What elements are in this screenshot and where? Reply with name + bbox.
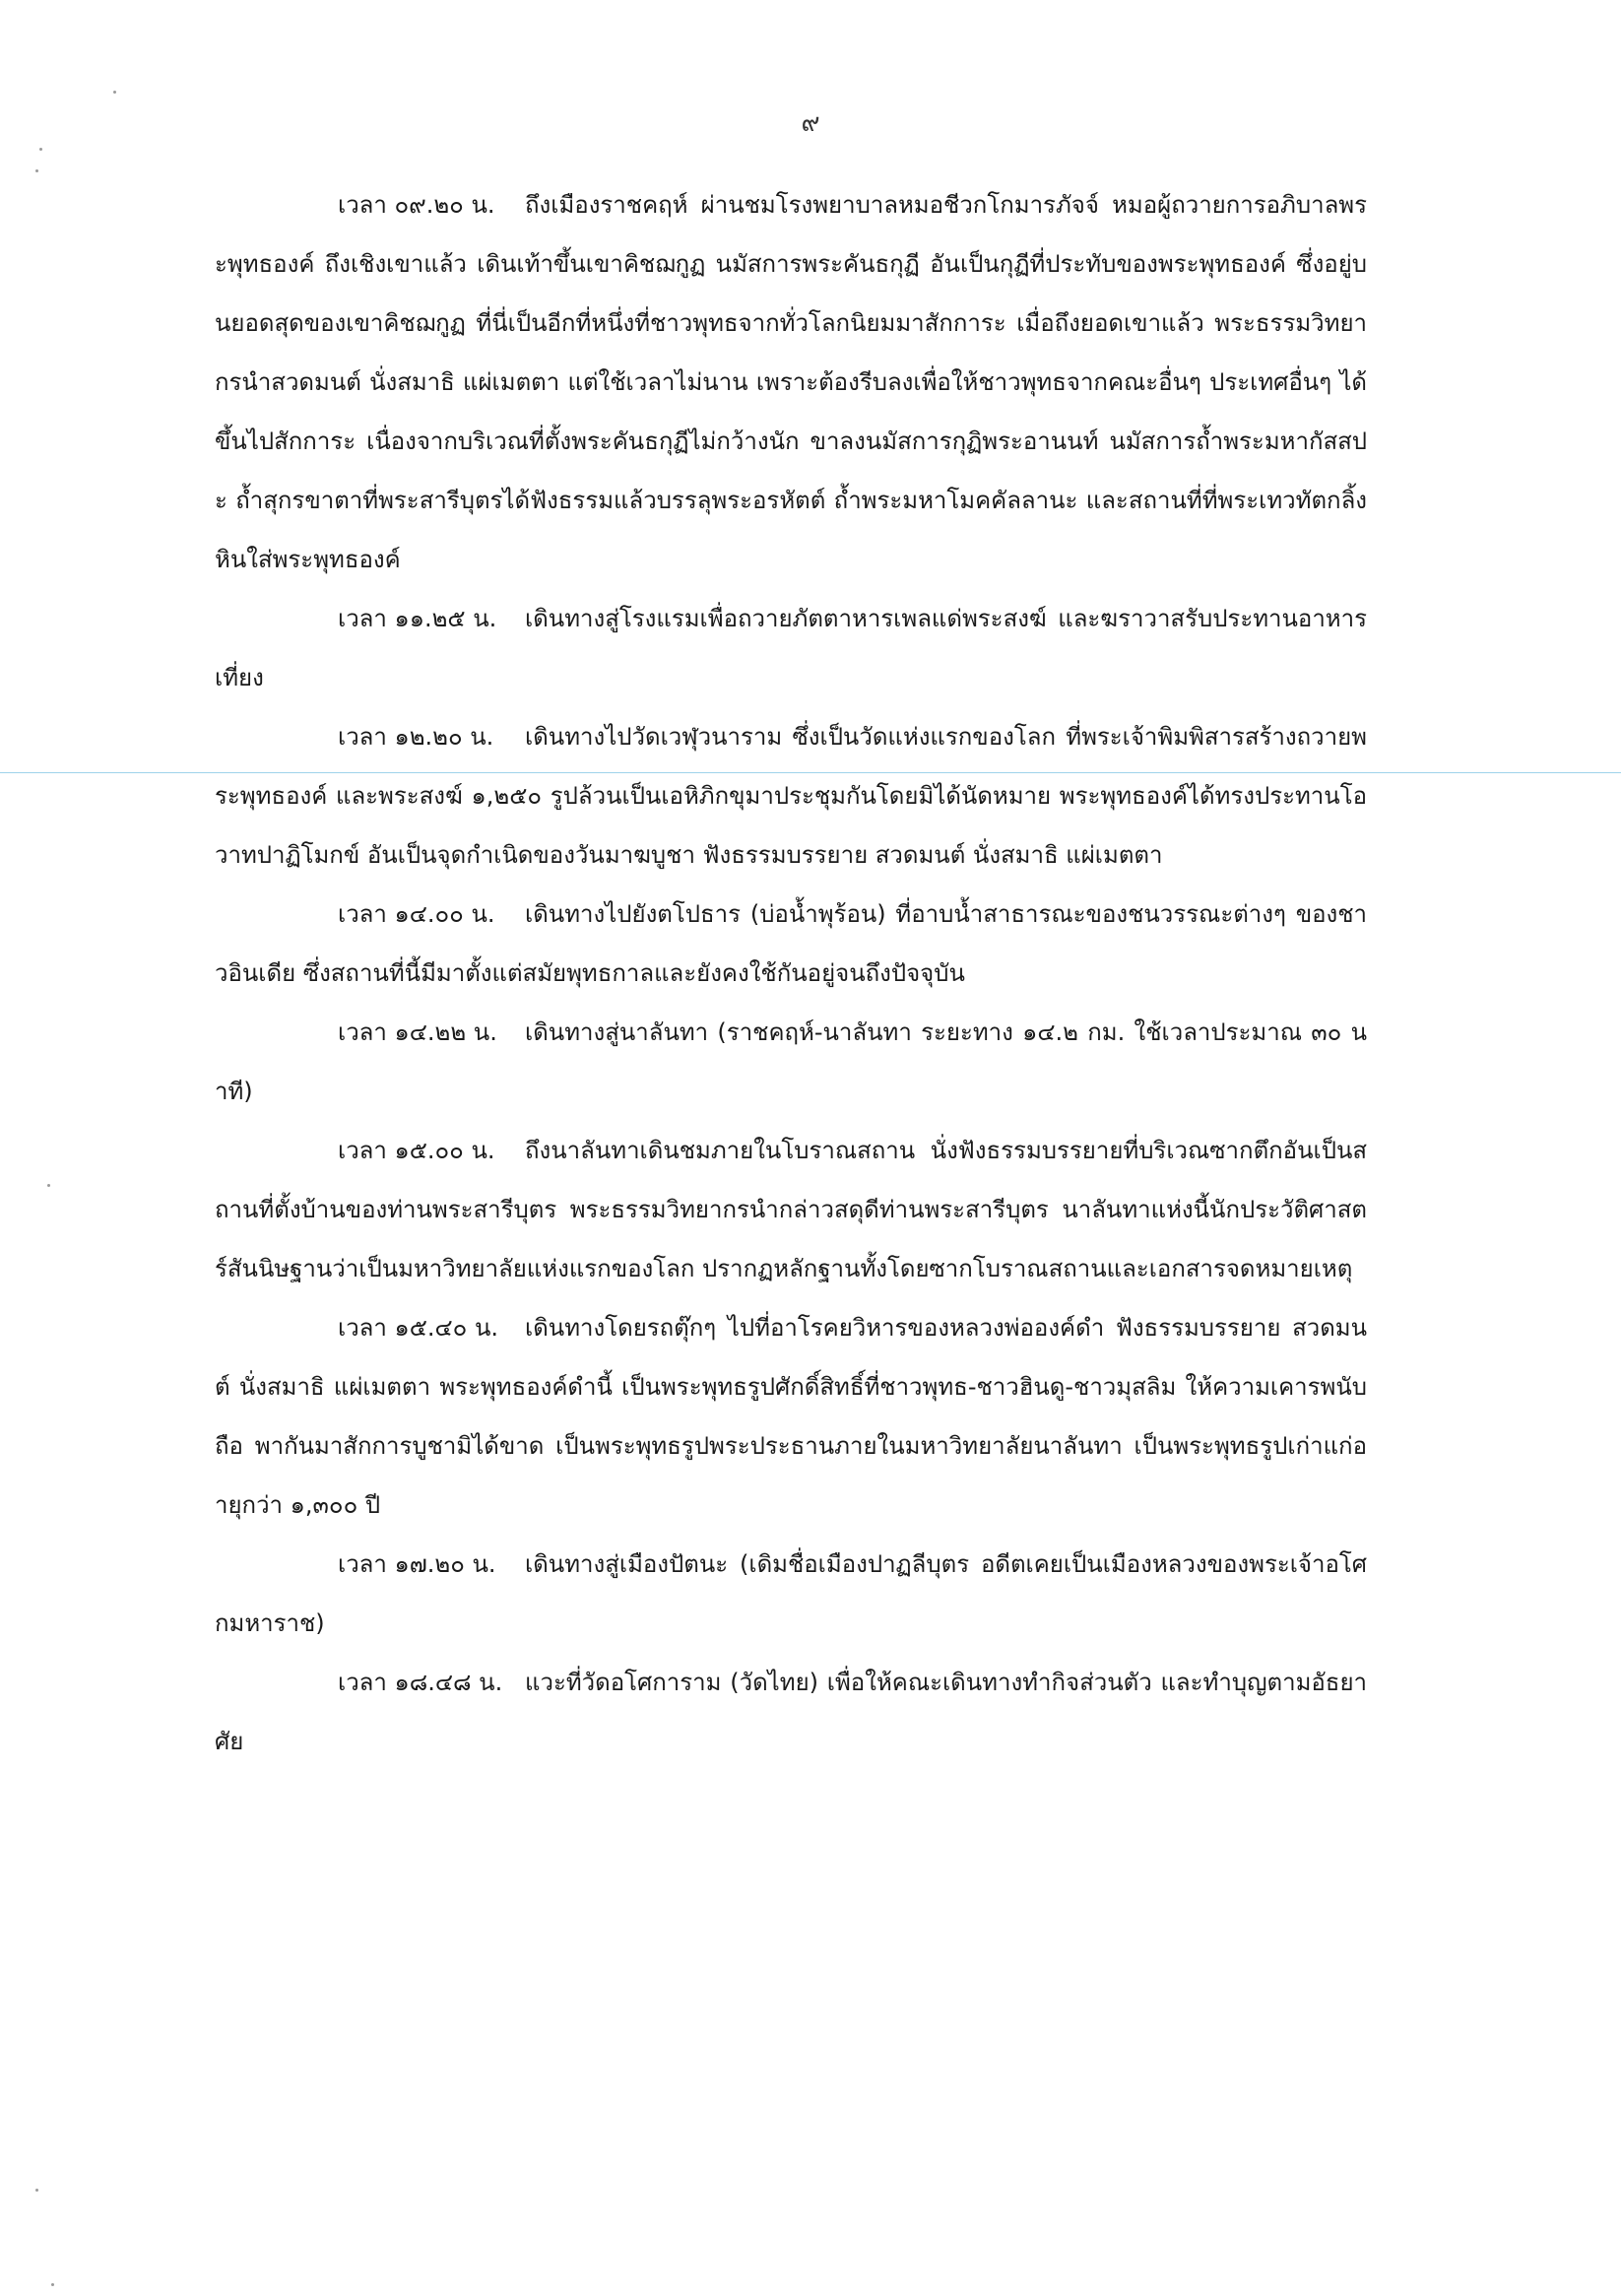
entry-text: ถึงนาลันทาเดินชมภายในโบราณสถาน นั่งฟังธรรมบรรยายที่บริเวณซากตึกอันเป็นสถานที่ตั้งบ้านของท่านพระสารีบุตร พระธรรมวิทยากรนำกล่าวสดุดีท่านพระสารีบุตร นาลันทาแห่งนี้นักประวัติศาสตร์สันนิษฐานว่าเป็นมหาวิทยาลัยแห่งแรกของโลก ปรากฏหลักฐานทั้งโดยซากโบราณสถานและเอกสารจดหมายเหตุ xyxy=(215,1137,1367,1282)
entry-text: ถึงเมืองราชคฤห์ ผ่านชมโรงพยาบาลหมอชีวกโกมารภัจจ์ หมอผู้ถวายการอภิบาลพระพุทธองค์ ถึงเชิงเขาแล้ว เดินเท้าขึ้นเขาคิชฌกูฏ นมัสการพระคันธกุฏี อันเป็นกุฏีที่ประทับของพระพุทธองค์ ซึ่งอยู่บนยอดสุดของเขาคิชฌกูฏ ที่นี่เป็นอีกที่หนึ่งที่ชาวพุทธจากทั่วโลกนิยมมาสักการะ เมื่อถึงยอดเขาแล้ว พระธรรมวิทยากรนำสวดมนต์ นั่งสมาธิ แผ่เมตตา แต่ใช้เวลาไม่นาน เพราะต้องรีบลงเพื่อให้ชาวพุทธจากคณะอื่นๆ ประเทศอื่นๆ ได้ขึ้นไปสักการะ เนื่องจากบริเวณที่ตั้งพระคันธกุฏีไม่กว้างนัก ขาลงนมัสการกุฏิพระอานนท์ นมัสการถ้ำพระมหากัสสปะ ถ้ำสุกรขาตาที่พระสารีบุตรได้ฟังธรรมแล้วบรรลุพระอรหัตต์ ถ้ำพระมหาโมคคัลลานะ และสถานที่ที่พระเทวทัตกลิ้งหินใส่พระพุทธองค์ xyxy=(215,191,1367,573)
scan-speck xyxy=(35,2189,38,2192)
entry-time: เวลา ๐๙.๒๐ น. xyxy=(338,191,495,219)
entry-time: เวลา ๑๔.๒๒ น. xyxy=(338,1018,497,1046)
entry-time: เวลา ๑๗.๒๐ น. xyxy=(338,1550,496,1578)
entry-text: เดินทางสู่นาลันทา (ราชคฤห์-นาลันทา ระยะทาง ๑๔.๒ กม. ใช้เวลาประมาณ ๓๐ นาที) xyxy=(215,1018,1367,1105)
entry-text: เดินทางไปวัดเวฬุวนาราม ซึ่งเป็นวัดแห่งแรกของโลก ที่พระเจ้าพิมพิสารสร้างถวายพระพุทธองค์ และพระสงฆ์ ๑,๒๕๐ รูปล้วนเป็นเอหิภิกขุมาประชุมกันโดยมิได้นัดหมาย พระพุทธองค์ได้ทรงประทานโอวาทปาฏิโมกข์ อันเป็นจุดกำเนิดของวันมาฆบูชา ฟังธรรมบรรยาย สวดมนต์ นั่งสมาธิ แผ่เมตตา xyxy=(215,723,1367,869)
itinerary-entry xyxy=(215,707,1367,885)
itinerary-entry xyxy=(215,1121,1367,1298)
entry-time: เวลา ๑๑.๒๕ น. xyxy=(338,605,497,632)
entry-time: เวลา ๑๘.๔๘ น. xyxy=(338,1669,503,1696)
itinerary-entry xyxy=(215,885,1367,1003)
itinerary-body xyxy=(215,175,1367,1771)
page-number: ๙ xyxy=(801,108,820,138)
scan-speck xyxy=(51,2283,54,2286)
entry-text: เดินทางไปยังตโปธาร (บ่อน้ำพุร้อน) ที่อาบน้ำสาธารณะของชนวรรณะต่างๆ ของชาวอินเดีย ซึ่งสถานที่นี้มีมาตั้งแต่สมัยพุทธกาลและยังคงใช้กันอยู่จนถึงปัจจุบัน xyxy=(215,900,1367,987)
itinerary-entry xyxy=(215,1298,1367,1535)
entry-time: เวลา ๑๕.๔๐ น. xyxy=(338,1314,498,1342)
entry-text: เดินทางสู่โรงแรมเพื่อถวายภัตตาหารเพลแด่พระสงฆ์ และฆราวาสรับประทานอาหารเที่ยง xyxy=(215,605,1367,691)
scan-speck xyxy=(47,1184,50,1187)
itinerary-entry xyxy=(215,1535,1367,1653)
itinerary-entry xyxy=(215,1003,1367,1121)
entry-text: เดินทางโดยรถตุ๊กๆ ไปที่อาโรคยวิหารของหลวงพ่อองค์ดำ ฟังธรรมบรรยาย สวดมนต์ นั่งสมาธิ แผ่เมตตา พระพุทธองค์ดำนี้ เป็นพระพุทธรูปศักดิ์สิทธิ์ที่ชาวพุทธ-ชาวฮินดู-ชาวมุสลิม ให้ความเคารพนับถือ พากันมาสักการบูชามิได้ขาด เป็นพระพุทธรูปพระประธานภายในมหาวิทยาลัยนาลันทา เป็นพระพุทธรูปเก่าแก่อายุกว่า ๑,๓๐๐ ปี xyxy=(215,1314,1367,1519)
entry-time: เวลา ๑๔.๐๐ น. xyxy=(338,900,495,928)
scan-speck xyxy=(39,148,42,151)
itinerary-entry xyxy=(215,589,1367,707)
entry-text: เดินทางสู่เมืองปัตนะ (เดิมชื่อเมืองปาฏลีบุตร อดีตเคยเป็นเมืองหลวงของพระเจ้าอโศกมหาราช) xyxy=(215,1550,1367,1637)
entry-time: เวลา ๑๕.๐๐ น. xyxy=(338,1137,495,1164)
entry-text: แวะที่วัดอโศการาม (วัดไทย) เพื่อให้คณะเดินทางทำกิจส่วนตัว และทำบุญตามอัธยาศัย xyxy=(215,1669,1367,1755)
scan-speck xyxy=(113,91,116,94)
entry-time: เวลา ๑๒.๒๐ น. xyxy=(338,723,494,751)
itinerary-entry xyxy=(215,175,1367,589)
itinerary-entry xyxy=(215,1653,1367,1771)
scan-speck xyxy=(35,169,38,172)
